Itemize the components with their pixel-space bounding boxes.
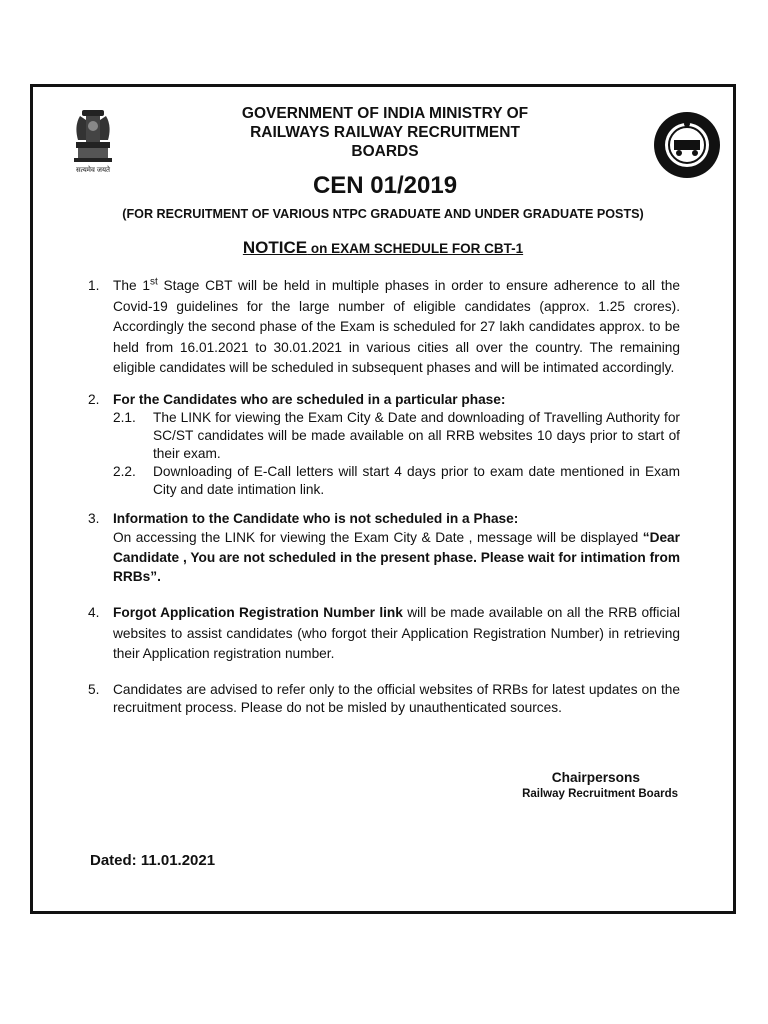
- header-line-1: GOVERNMENT OF INDIA MINISTRY OF: [241, 105, 529, 122]
- notice-heading-rest: on EXAM SCHEDULE FOR CBT-1: [307, 241, 524, 256]
- issue-date: Dated: 11.01.2021: [90, 852, 216, 869]
- header-line-2: RAILWAYS RAILWAY RECRUITMENT: [250, 124, 520, 141]
- item-1-pre: The 1: [113, 278, 150, 293]
- signature-title: Chairpersons: [551, 770, 640, 785]
- item-number: 5.: [88, 681, 100, 697]
- subitem-2-2-text: Downloading of E-Call letters will start 4 days prior to exam date mentioned in Exam City and date intimation link.: [153, 463, 680, 497]
- list-item-4: [88, 603, 680, 665]
- ministry-header: [190, 104, 580, 161]
- item-3-bold: “Dear Candidate , You are not scheduled in the present phase. Please wait for intimation from RRBs”.: [113, 530, 680, 585]
- item-1-text: Stage CBT will be held in multiple phases in order to ensure adherence to all the Covid-19 guidelines for the large number of eligible candidates (approx. 1.25 crores). Accordingly the second phase of the Exam is scheduled for 27 lakh candidates approx. to be held from 16.01.2021 to 30.01.2021 in various cities all over the country. The remaining eligible candidates will be scheduled in subsequent phases and will be intimated accordingly.: [113, 278, 680, 376]
- item-number: 1.: [88, 278, 100, 293]
- subitem-number: 2.1.: [113, 409, 136, 425]
- list-item-2: [88, 391, 680, 409]
- notice-title: CEN 01/2019: [312, 172, 458, 199]
- item-number: 4.: [88, 604, 100, 620]
- list-item-5: [88, 681, 680, 717]
- notice-heading: [40, 238, 726, 258]
- item-number: 3.: [88, 510, 100, 526]
- indian-railways-logo-icon: [652, 110, 722, 180]
- notice-subtitle: (FOR RECRUITMENT OF VARIOUS NTPC GRADUATE AND UNDER GRADUATE POSTS): [122, 207, 644, 221]
- item-3-text: On accessing the LINK for viewing the Exam City & Date , message will be displayed: [113, 530, 643, 546]
- item-5-text: Candidates are advised to refer only to the official websites of RRBs for latest updates on the recruitment process. Please do not be misled by unauthenticated sources.: [113, 681, 680, 715]
- item-1-sup: st: [149, 276, 158, 288]
- subitem-2-1-text: The LINK for viewing the Exam City & Date and downloading of Travelling Authority for SC/ST candidates will be made available on all RRB websites 10 days prior to start of their exam.: [153, 409, 680, 461]
- header-line-3: BOARDS: [351, 143, 419, 160]
- item-number: 2.: [88, 391, 100, 407]
- signature-org: Railway Recruitment Boards: [522, 788, 678, 800]
- item-4-text: will be made available on all the RRB official websites to assist candidates (who forgot their Application Registration Number) in retrieving their Application registration number.: [113, 604, 680, 662]
- notice-word: NOTICE: [242, 238, 308, 257]
- subitem-number: 2.2.: [113, 463, 136, 479]
- list-item-1: [88, 276, 680, 379]
- emblem-caption: सत्यमेव जयते: [75, 167, 111, 174]
- list-item-2-2: [88, 463, 680, 499]
- item-3-heading: Information to the Candidate who is not scheduled in a Phase:: [113, 510, 519, 526]
- list-item-2-1: [88, 409, 680, 463]
- list-item-3: [88, 509, 680, 587]
- item-2-heading: For the Candidates who are scheduled in a particular phase:: [113, 391, 506, 407]
- notice-body: [88, 276, 680, 717]
- item-4-bold: Forgot Application Registration Number link: [113, 604, 403, 620]
